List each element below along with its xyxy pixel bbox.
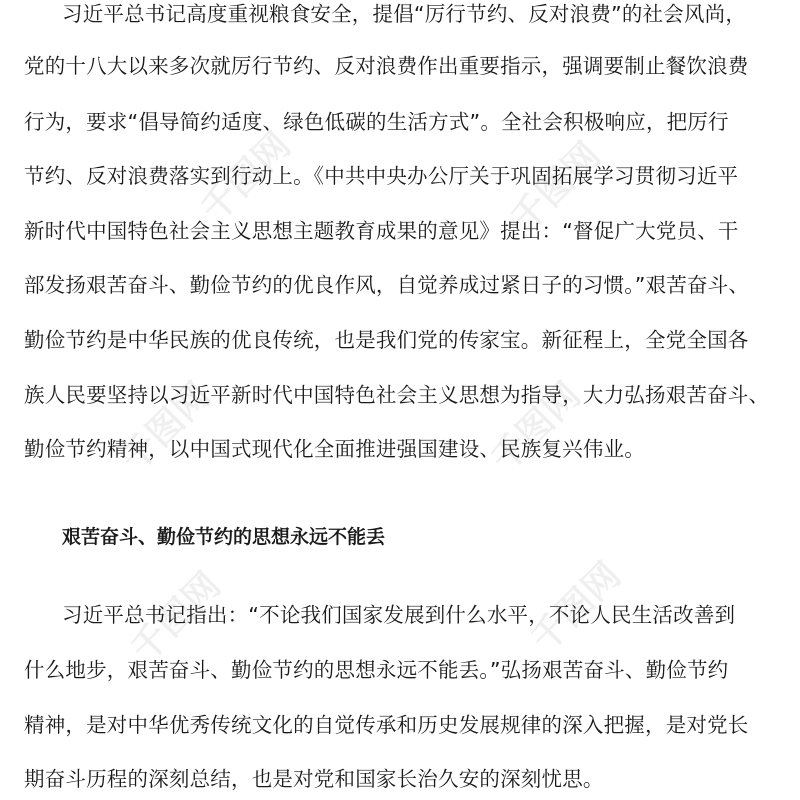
text-line: 族人民要坚持以习近平新时代中国特色社会主义思想为指导，大力弘扬艰苦奋斗、 [24,383,770,407]
watermark: 千图网 [483,374,589,481]
text-line: 节约、反对浪费落实到行动上。《中共中央办公厅关于巩固拓展学习贯彻习近平 [24,164,739,188]
text-line: 勤俭节约精神，以中国式现代化全面推进强国建设、民族复兴伟业。 [24,437,645,461]
watermark: 千图网 [113,374,219,481]
watermark: 千图网 [123,564,229,671]
text-line: 什么地步，艰苦奋斗、勤俭节约的思想永远不能丢。”弘扬艰苦奋斗、勤俭节约 [24,658,729,682]
section-heading: 艰苦奋斗、勤俭节约的思想永远不能丢 [62,526,386,548]
text-line: 期奋斗历程的深刻总结，也是对党和国家长治久安的深刻忧思。 [24,767,604,791]
text-line: 行为，要求“倡导简约适度、绿色低碳的生活方式”。全社会积极响应，把厉行 [24,110,729,134]
watermark: 千图网 [193,124,299,231]
text-line: 部发扬艰苦奋斗、勤俭节约的优良作风，自觉养成过紧日子的习惯。”艰苦奋斗、 [24,273,750,297]
text-line: 习近平总书记指出：“不论我们国家发展到什么水平，不论人民生活改善到 [62,603,736,627]
text-line: 勤俭节约是中华民族的优良传统，也是我们党的传家宝。新征程上，全党全国各 [24,328,749,352]
text-line: 党的十八大以来多次就厉行节约、反对浪费作出重要指示，强调要制止餐饮浪费 [24,54,749,78]
watermark: 千图网 [503,134,609,241]
watermark: 千图网 [523,554,629,661]
text-line: 新时代中国特色社会主义思想主题教育成果的意见》提出：“督促广大党员、干 [24,219,739,243]
text-line: 习近平总书记高度重视粮食安全，提倡“厉行节约、反对浪费”的社会风尚， [62,2,747,26]
text-line: 精神，是对中华优秀传统文化的自觉传承和历史发展规律的深入把握，是对党长 [24,713,749,737]
